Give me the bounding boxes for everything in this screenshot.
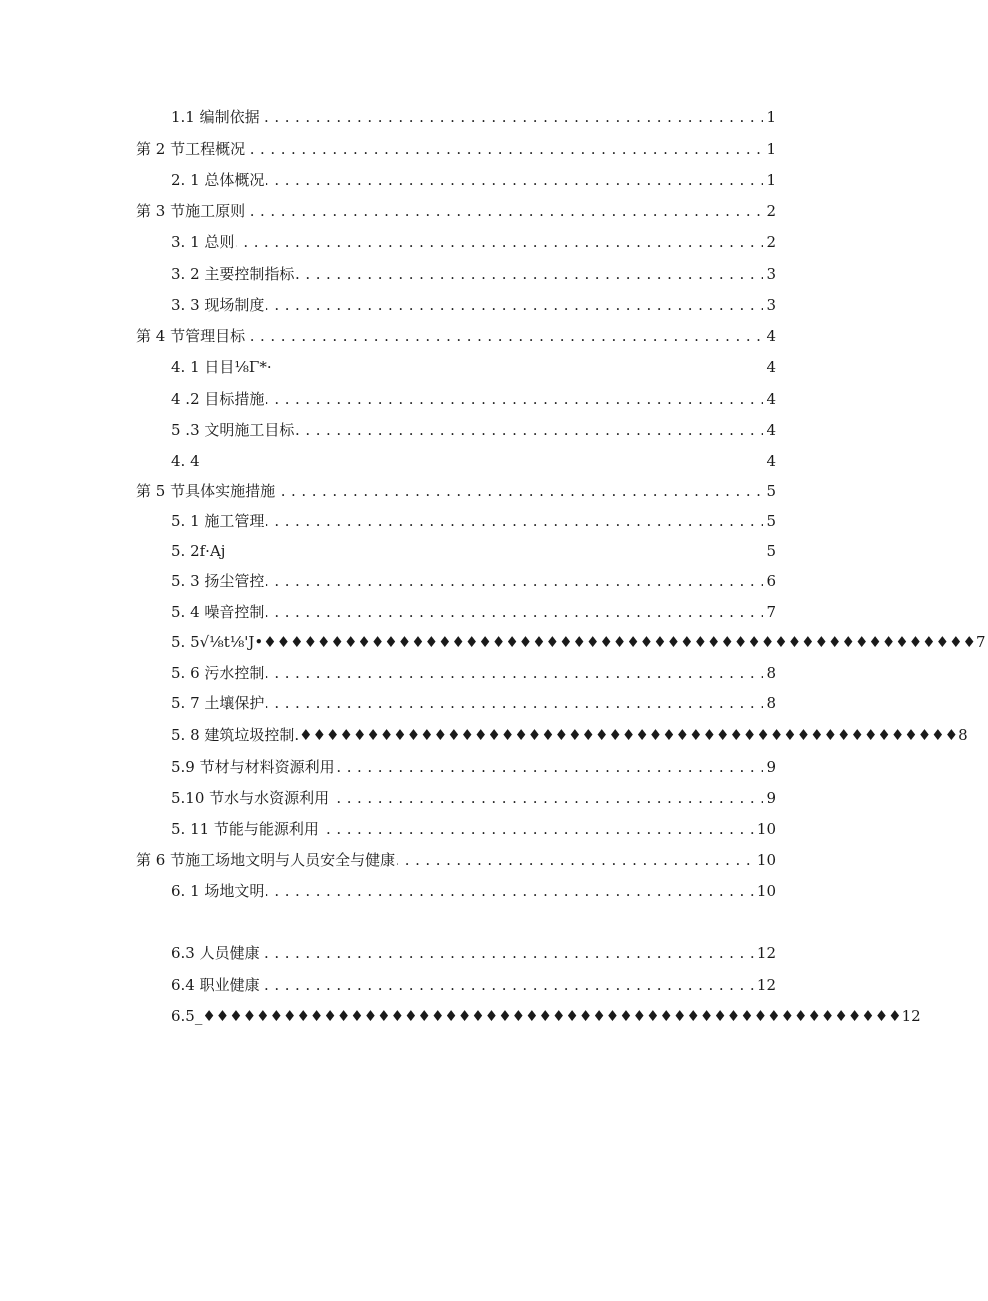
toc-entry[interactable] (171, 263, 776, 285)
toc-entry[interactable] (136, 325, 776, 347)
toc-entry-title: 5. 11 节能与能源利用 (171, 820, 319, 838)
toc-entry-title: 5. 7 土壤保护 (171, 694, 265, 712)
toc-entry-page: 9 (763, 787, 776, 809)
toc-entry[interactable] (171, 540, 776, 562)
toc-entry-title: 第 2 节工程概况 (136, 140, 246, 158)
toc-entry-title: 3. 1 总则 (171, 233, 235, 251)
toc-entry-title: 5. 8 建筑垃圾控制.♦♦♦♦♦♦♦♦♦♦♦♦♦♦♦♦♦♦♦♦♦♦♦♦♦♦♦♦♦♦♦♦♦♦♦♦♦♦♦♦♦♦♦♦♦♦♦♦♦8 (171, 726, 968, 744)
toc-entry[interactable] (171, 294, 776, 316)
toc-entry[interactable] (171, 419, 776, 441)
toc-entry-title: 5 .3 文明施工目标 (171, 421, 295, 439)
toc-entry[interactable] (171, 662, 776, 684)
toc-entry-page: 4 (763, 388, 776, 410)
toc-entry-title: 6.4 职业健康 (171, 976, 260, 994)
toc-entry-title: 1.1 编制依据 (171, 108, 260, 126)
toc-entry-page: 12 (754, 942, 776, 964)
toc-entry-title: 5.10 节水与水资源利用 (171, 789, 330, 807)
toc-entry-title: 5. 2f·Aj (171, 542, 226, 560)
toc-entry-page: 8 (763, 662, 776, 684)
toc-entry-title: 4. 1 日目⅛Γ*· (171, 358, 272, 376)
toc-entry-page: 2 (763, 200, 776, 222)
toc-entry-title: 4. 4 (171, 452, 200, 470)
toc-entry[interactable] (171, 818, 776, 840)
toc-entry[interactable] (171, 388, 776, 410)
toc-entry[interactable] (171, 510, 776, 532)
toc-entry[interactable] (171, 601, 776, 623)
toc-entry-page: 10 (754, 818, 776, 840)
toc-entry[interactable] (171, 787, 776, 809)
toc-entry-page: 1 (763, 169, 776, 191)
toc-entry[interactable] (136, 849, 776, 871)
toc-entry-title: 5. 1 施工管理 (171, 512, 265, 530)
toc-entry[interactable] (171, 231, 776, 253)
toc-entry-page: 4 (763, 356, 776, 378)
toc-entry-title: 5. 3 扬尘管控 (171, 572, 265, 590)
toc-entry[interactable] (171, 974, 776, 996)
toc-entry[interactable] (171, 692, 776, 714)
toc-entry-page: 7 (763, 601, 776, 623)
toc-entry-title: 6.3 人员健康 (171, 944, 260, 962)
toc-entry[interactable] (136, 138, 776, 160)
toc-entry-title: 5. 4 噪音控制 (171, 603, 265, 621)
toc-entry-title: 2. 1 总体概况 (171, 171, 265, 189)
toc-entry-page: 9 (763, 756, 776, 778)
toc-entry-page: 8 (763, 692, 776, 714)
toc-entry-page: 1 (763, 138, 776, 160)
toc-entry[interactable] (171, 1005, 921, 1027)
toc-entry[interactable] (171, 942, 776, 964)
toc-entry-page: 6 (763, 570, 776, 592)
toc-entry-title: 3. 2 主要控制指标 (171, 265, 295, 283)
toc-entry-page: 10 (754, 849, 776, 871)
toc-entry[interactable] (136, 480, 776, 502)
toc-entry-page: 4 (763, 419, 776, 441)
toc-entry-title: 5.9 节材与材料资源利用 (171, 758, 335, 776)
toc-entry-title: 第 6 节施工场地文明与人员安全与健康 (136, 851, 396, 869)
toc-entry[interactable] (171, 631, 986, 653)
toc-entry[interactable] (171, 756, 776, 778)
toc-entry-page: 3 (763, 294, 776, 316)
toc-entry[interactable] (171, 570, 776, 592)
toc-entry-page: 12 (754, 974, 776, 996)
toc-entry-page: 10 (754, 880, 776, 902)
toc-entry[interactable] (171, 106, 776, 128)
toc-entry-title: 6. 1 场地文明 (171, 882, 265, 900)
toc-entry[interactable] (171, 450, 776, 472)
toc-entry[interactable] (171, 724, 968, 746)
toc-entry-page: 5 (763, 480, 776, 502)
toc-entry-page: 5 (763, 540, 776, 562)
toc-entry[interactable] (171, 880, 776, 902)
toc-entry-page: 2 (763, 231, 776, 253)
toc-entry-title: 3. 3 现场制度 (171, 296, 265, 314)
toc-entry-title: 5. 6 污水控制 (171, 664, 265, 682)
toc-entry[interactable] (171, 169, 776, 191)
toc-entry-title: 5. 5√⅛t⅛'J•♦♦♦♦♦♦♦♦♦♦♦♦♦♦♦♦♦♦♦♦♦♦♦♦♦♦♦♦♦♦♦♦♦♦♦♦♦♦♦♦♦♦♦♦♦♦♦♦♦♦♦♦♦7 (171, 633, 986, 651)
toc-entry[interactable] (171, 356, 776, 378)
toc-entry-title: 第 4 节管理目标 (136, 327, 246, 345)
toc-entry-title: 4 .2 目标措施 (171, 390, 265, 408)
toc-entry-page: 4 (763, 325, 776, 347)
toc-entry[interactable] (136, 200, 776, 222)
toc-entry-title: 6.5_♦♦♦♦♦♦♦♦♦♦♦♦♦♦♦♦♦♦♦♦♦♦♦♦♦♦♦♦♦♦♦♦♦♦♦♦♦♦♦♦♦♦♦♦♦♦♦♦♦♦♦♦12 (171, 1007, 921, 1025)
toc-entry-page: 3 (763, 263, 776, 285)
toc-entry-page: 5 (763, 510, 776, 532)
toc-entry-page: 1 (763, 106, 776, 128)
toc-entry-title: 第 3 节施工原则 (136, 202, 246, 220)
toc-entry-page: 4 (763, 450, 776, 472)
toc-entry-title: 第 5 节具体实施措施 (136, 482, 276, 500)
